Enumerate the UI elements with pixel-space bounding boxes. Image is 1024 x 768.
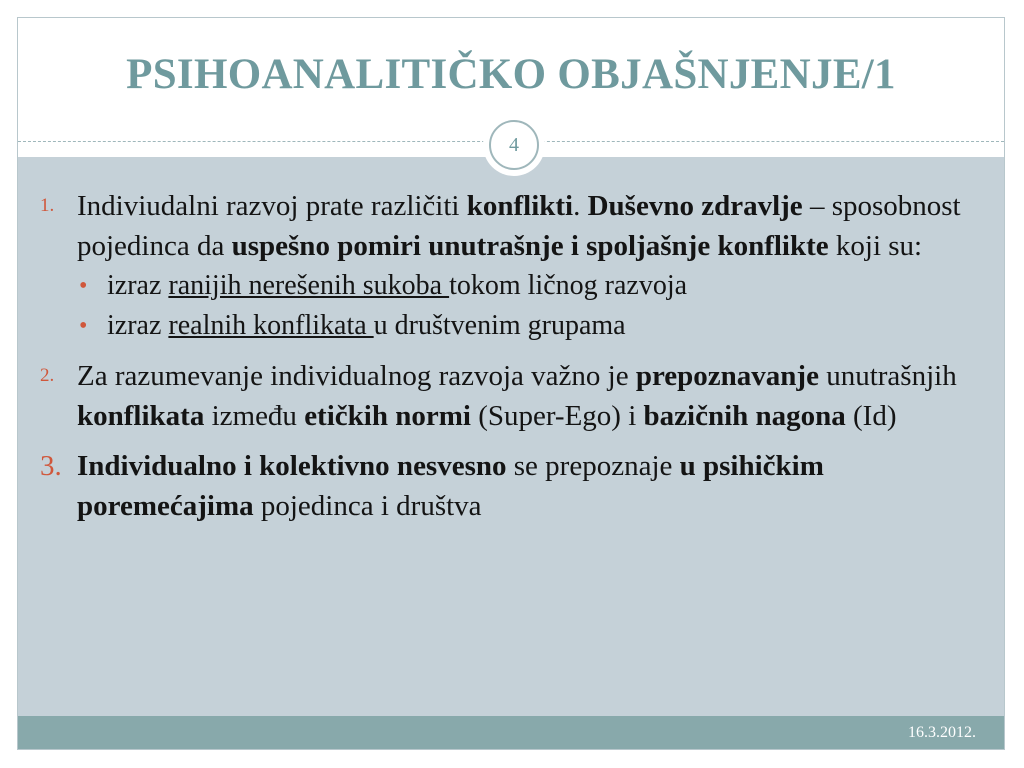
- text-run: u društvenim grupama: [373, 310, 626, 341]
- sub-item-1: [77, 266, 970, 306]
- bold-run: konflikata: [77, 400, 205, 432]
- bold-run: uspešno pomiri unutrašnje i spoljašnje konflikte: [231, 230, 829, 262]
- underlined-run: realnih konflikata: [168, 310, 374, 341]
- bold-run: u psihičkim poremećajima: [77, 450, 824, 522]
- footer-bar: [18, 716, 1004, 749]
- text-run: izraz: [107, 270, 169, 301]
- slide-title: PSIHOANALITIČKO OBJAŠNJENJE/1: [126, 51, 896, 98]
- slide-content: [40, 186, 970, 536]
- page-number-badge: [483, 114, 545, 176]
- text-run: .: [573, 190, 588, 222]
- bold-run: bazičnih nagona: [643, 400, 846, 432]
- text-run: tokom ličnog razvoja: [449, 270, 688, 301]
- text-run: se prepoznaje: [506, 450, 680, 482]
- bold-run: Individualno i kolektivno nesvesno: [77, 450, 507, 482]
- bullet-icon: •: [79, 313, 88, 339]
- list-marker-1: 1.: [40, 195, 55, 216]
- item-1-text: [77, 190, 961, 262]
- bold-run: etičkih normi: [304, 400, 471, 432]
- list-marker-2: 2.: [40, 365, 55, 386]
- text-run: Za razumevanje individualnog razvoja važno je: [77, 360, 636, 392]
- underlined-run: ranijih nerešenih sukoba: [168, 270, 450, 301]
- text-run: unutrašnjih: [818, 360, 957, 392]
- text-run: (Id): [845, 400, 897, 432]
- list-item-2: [40, 356, 970, 436]
- text-run: koji su:: [828, 230, 923, 262]
- text-run: pojedinca i društva: [253, 490, 482, 522]
- bold-run: konflikti: [466, 190, 574, 222]
- text-run: – sposobnost pojedinca da: [77, 190, 961, 262]
- item-3-text: [77, 450, 824, 522]
- page-number: 4: [489, 120, 539, 170]
- text-run: između: [204, 400, 305, 432]
- bold-run: prepoznavanje: [635, 360, 819, 392]
- list-item-1: [40, 186, 970, 346]
- item-2-text: [77, 360, 957, 432]
- list-marker-3: 3.: [40, 450, 62, 482]
- text-run: Indiviudalni razvoj prate različiti: [77, 190, 467, 222]
- sub-item-2: [77, 306, 970, 346]
- text-run: (Super-Ego) i: [470, 400, 644, 432]
- text-run: izraz: [107, 310, 169, 341]
- footer-date: 16.3.2012.: [908, 724, 976, 741]
- list-item-3: [40, 446, 970, 526]
- bullet-icon: •: [79, 273, 88, 299]
- bold-run: Duševno zdravlje: [587, 190, 803, 222]
